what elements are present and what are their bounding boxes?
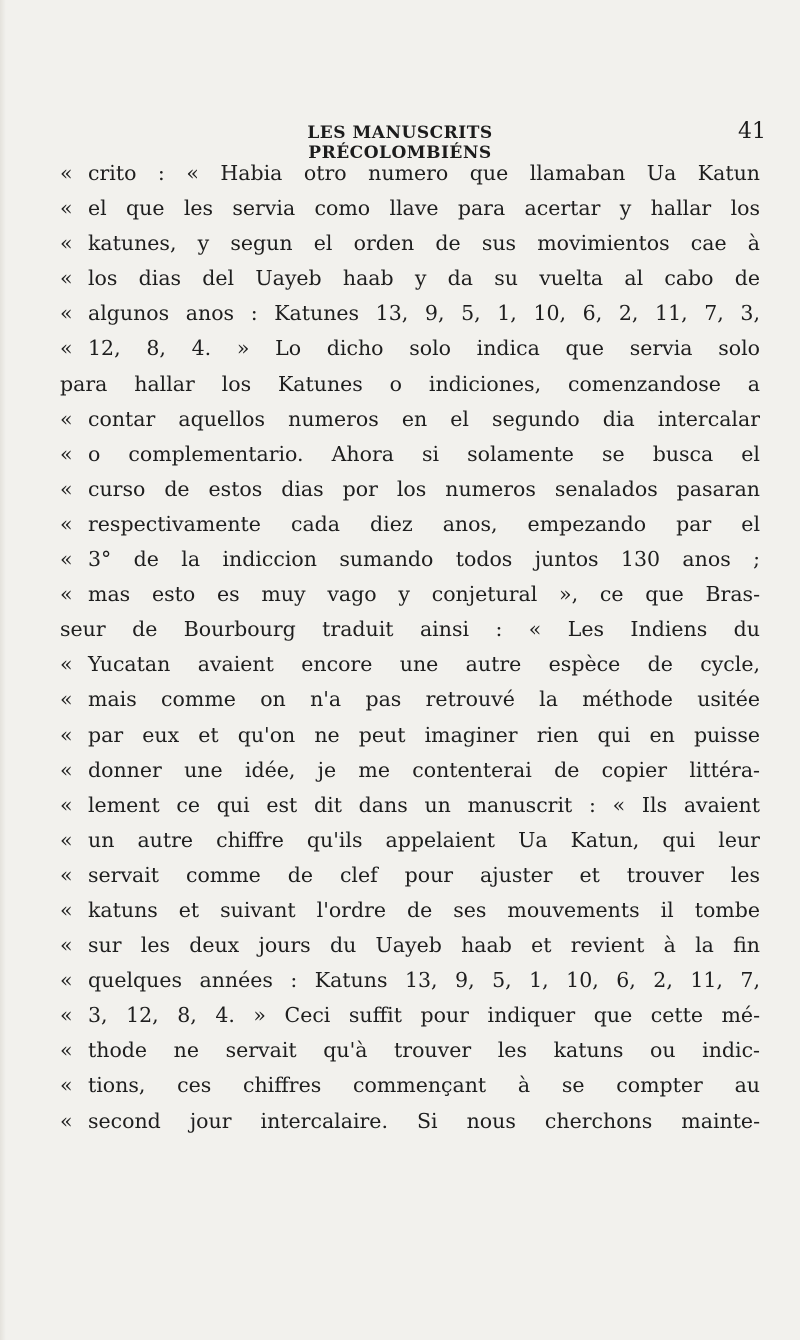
text-line: « algunos anos : Katunes 13, 9, 5, 1, 10, 6, 2, 11, 7, 3, bbox=[60, 296, 760, 331]
text-line: « el que les servia como llave para acertar y hallar los bbox=[60, 191, 760, 226]
text-line: « 3° de la indiccion sumando todos juntos 130 anos ; bbox=[60, 542, 760, 577]
text-line: « respectivamente cada diez anos, empezando par el bbox=[60, 507, 760, 542]
text-line: « los dias del Uayeb haab y da su vuelta al cabo de bbox=[60, 261, 760, 296]
text-line: « katunes, y segun el orden de sus movimientos cae à bbox=[60, 226, 760, 261]
text-line: « servait comme de clef pour ajuster et trouver les bbox=[60, 858, 760, 893]
text-line: « sur les deux jours du Uayeb haab et revient à la fin bbox=[60, 928, 760, 963]
text-line: « thode ne servait qu'à trouver les katuns ou indic- bbox=[60, 1033, 760, 1068]
running-header: LES MANUSCRITS PRÉCOLOMBIÉNS bbox=[307, 123, 493, 163]
page-spine-shadow bbox=[0, 0, 6, 1340]
text-line: « Yucatan avaient encore une autre espèce de cycle, bbox=[60, 647, 760, 682]
text-line: « quelques années : Katuns 13, 9, 5, 1, 10, 6, 2, 11, 7, bbox=[60, 963, 760, 998]
text-line: « crito : « Habia otro numero que llamaban Ua Katun bbox=[60, 156, 760, 191]
text-line: « tions, ces chiffres commençant à se compter au bbox=[60, 1068, 760, 1103]
text-line: « second jour intercalaire. Si nous cherchons mainte- bbox=[60, 1104, 760, 1139]
text-line: « 3, 12, 8, 4. » Ceci suffit pour indiquer que cette mé- bbox=[60, 998, 760, 1033]
text-line: « lement ce qui est dit dans un manuscrit : « Ils avaient bbox=[60, 788, 760, 823]
text-line: « un autre chiffre qu'ils appelaient Ua Katun, qui leur bbox=[60, 823, 760, 858]
text-line: « par eux et qu'on ne peut imaginer rien qui en puisse bbox=[60, 718, 760, 753]
text-line: seur de Bourbourg traduit ainsi : « Les Indiens du bbox=[60, 617, 760, 642]
text-line: « contar aquellos numeros en el segundo dia intercalar bbox=[60, 402, 760, 437]
text-line: « donner une idée, je me contenterai de copier littéra- bbox=[60, 753, 760, 788]
text-line: « o complementario. Ahora si solamente se busca el bbox=[60, 437, 760, 472]
body-text bbox=[60, 156, 760, 1139]
text-line: « mas esto es muy vago y conjetural », ce que Bras- bbox=[60, 577, 760, 612]
text-line: « 12, 8, 4. » Lo dicho solo indica que servia solo bbox=[60, 331, 760, 366]
text-line: « curso de estos dias por los numeros senalados pasaran bbox=[60, 472, 760, 507]
text-line: para hallar los Katunes o indiciones, comenzandose a bbox=[60, 371, 760, 396]
text-line: « katuns et suivant l'ordre de ses mouvements il tombe bbox=[60, 893, 760, 928]
page-number: 41 bbox=[738, 119, 766, 144]
text-line: « mais comme on n'a pas retrouvé la méthode usitée bbox=[60, 682, 760, 717]
